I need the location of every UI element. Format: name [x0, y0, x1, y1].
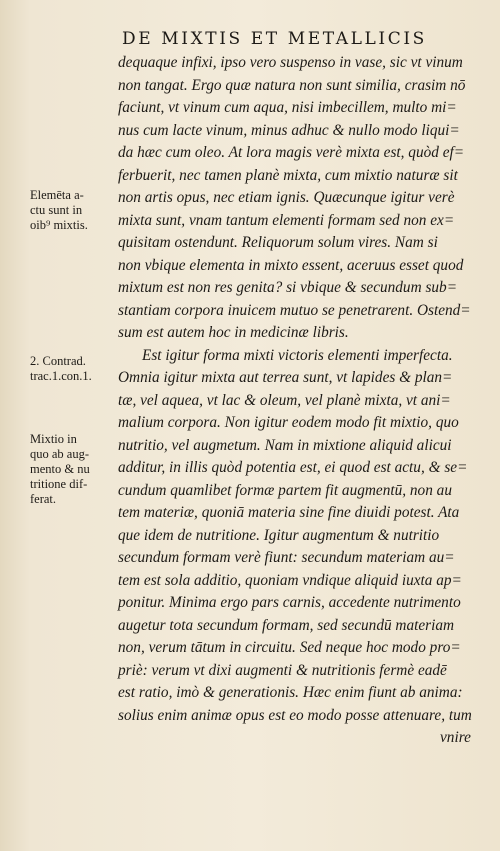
text-line: malium corpora. Non igitur eodem modo fit mixtio, quo	[118, 414, 459, 431]
text-line: da hæc cum oleo. At lora magis verè mixta est, quòd ef=	[118, 144, 465, 161]
margin-note	[30, 188, 88, 233]
margin-note-line: Elemēta a-	[30, 188, 84, 202]
margin-note-line: oib⁹ mixtis.	[30, 218, 88, 232]
margin-note-line: ctu sunt in	[30, 203, 83, 217]
text-line: non vbique elementa in mixto essent, aceruus esset quod	[118, 256, 464, 274]
margin-note-line: quo ab aug-	[30, 447, 90, 461]
text-line: non tangat. Ergo quæ natura non sunt similia, crasim nō	[118, 76, 466, 94]
margin-note	[30, 354, 92, 384]
margin-note-line: mento & nu	[30, 462, 90, 476]
text-line: tæ, vel aquea, vt lac & oleum, vel planè mixta, vt ani=	[118, 391, 451, 409]
text-line: non artis opus, nec etiam ignis. Quæcunque igitur verè	[118, 189, 455, 206]
text-line: sum est autem hoc in medicinæ libris.	[118, 324, 349, 341]
text-line: nus cum lacte vinum, minus adhuc & nullo modo liqui=	[118, 121, 460, 139]
text-line: quisitam ostendunt. Reliquorum solum vires. Nam si	[118, 234, 438, 251]
margin-note	[30, 432, 90, 507]
text-line: mixtum est non res genita? si vbique & secundum sub=	[118, 279, 458, 296]
margin-note-line: Mixtio in	[30, 432, 77, 446]
text-line: solius enim animæ opus est eo modo posse attenuare, tum	[118, 706, 472, 724]
text-line: mixta sunt, vnam tantum elementi formam sed non ex=	[118, 211, 455, 229]
text-line: ponitur. Minima ergo pars carnis, accedente nutrimento	[118, 594, 461, 611]
text-line: Omnia igitur mixta aut terrea sunt, vt lapides & plan=	[118, 369, 453, 386]
body-text	[118, 52, 493, 750]
text-line: priè: verum vt dixi augmenti & nutritionis fermè eadē	[118, 661, 447, 679]
text-line: stantiam corpora inuicem mutuo se penetrarent. Ostend=	[118, 301, 471, 319]
margin-note-line: tritione dif-	[30, 477, 88, 491]
text-line: cundum quamlibet formæ partem fit augmentū, non au	[118, 481, 452, 499]
text-line: augetur tota secundum formam, sed secundū materiam	[118, 616, 455, 634]
catchword: vnire	[440, 729, 471, 746]
text-line: secundum formam verè fiunt: secundum materiam au=	[118, 549, 455, 566]
text-line: additur, in illis quòd potentia est, ei quod est actu, & se=	[118, 459, 468, 476]
text-line: non, verum tātum in circuitu. Sed neque hoc modo pro=	[118, 639, 461, 656]
paragraph-start-line: Est igitur forma mixti victoris elementi imperfecta.	[142, 346, 453, 364]
text-line: dequaque infixi, ipso vero suspenso in vase, sic vt vinum	[118, 54, 463, 71]
text-line: tem materiæ, quoniā materia sine fine diuidi potest. Ata	[118, 504, 460, 521]
text-line: que idem de nutritione. Igitur augmentum & nutritio	[118, 526, 440, 544]
text-line: faciunt, vt vinum cum aqua, nisi imbecillem, multo mi=	[118, 99, 457, 116]
margin-note-line: trac.1.con.1.	[30, 369, 92, 383]
text-line: tem est sola additio, quoniam vndique aliquid iuxta ap=	[118, 571, 462, 589]
text-line: est ratio, imò & generationis. Hæc enim fiunt ab anima:	[118, 684, 463, 701]
margin-note-line: ferat.	[30, 492, 57, 506]
margin-note-line: 2. Contrad.	[30, 354, 86, 368]
running-header: DE MIXTIS ET METALLICIS	[122, 29, 427, 49]
text-line: ferbuerit, nec tamen planè mixta, cum mixtio naturæ sit	[118, 166, 458, 184]
text-line: nutritio, vel augmetum. Nam in mixtione aliquid alicui	[118, 436, 452, 454]
